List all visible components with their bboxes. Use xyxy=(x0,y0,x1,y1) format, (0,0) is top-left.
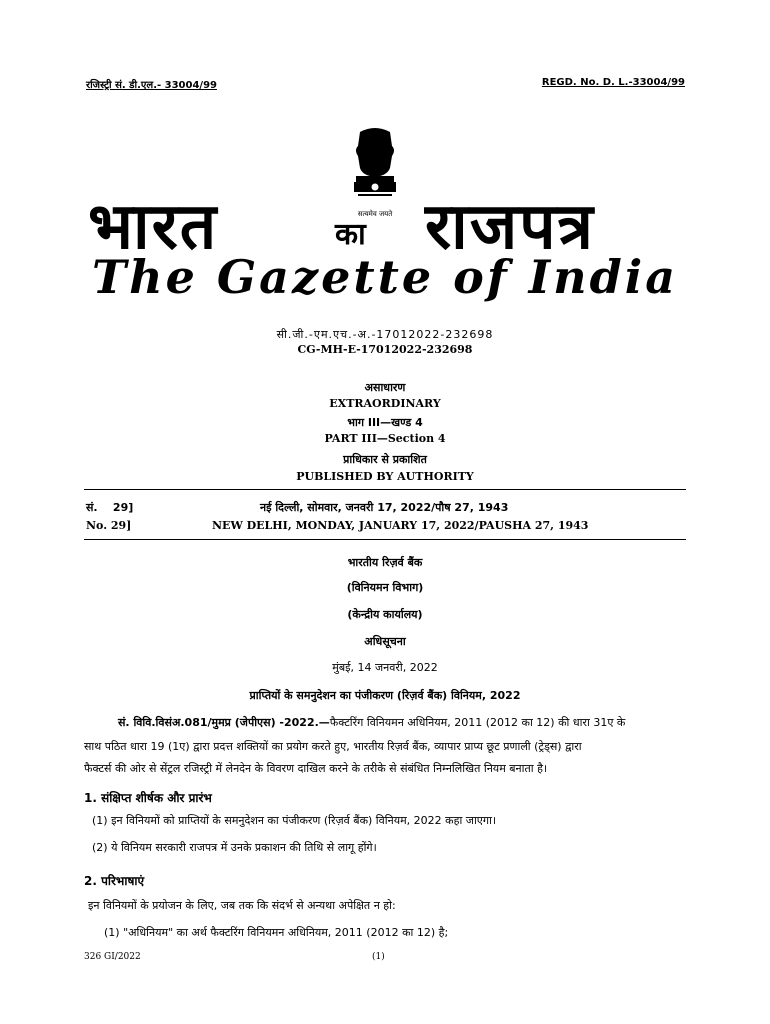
extraordinary-hindi: असाधारण xyxy=(364,381,406,394)
issue-date-english: NEW DELHI, MONDAY, JANUARY 17, 2022/PAUSHA 27, 1943 xyxy=(212,519,589,532)
regulation-title: प्राप्तियों के समनुदेशन का पंजीकरण (रिज़र्व बैंक) विनियम, 2022 xyxy=(249,689,521,702)
masthead-english: The Gazette of India xyxy=(91,250,679,304)
masthead-hindi-ka: का xyxy=(335,217,366,252)
section-1-item-1: (1) इन विनियमों को प्राप्तियों के समनुदेशन का पंजीकरण (रिज़र्व बैंक) विनियम, 2022 कहा जाएगा। xyxy=(92,814,497,827)
issue-date-hindi: नई दिल्ली, सोमवार, जनवरी 17, 2022/पौष 27, 1943 xyxy=(260,501,509,514)
gazette-code-english: CG-MH-E-17012022-232698 xyxy=(297,343,473,356)
paragraph-1-line-3: फैक्टर्स की ओर से सेंट्रल रजिस्ट्री में लेनदेन के विवरण दाखिल करने के तरीके से संबंधित निम्नलिखित नियम बनाता है। xyxy=(84,762,548,775)
part-section-english: PART III—Section 4 xyxy=(324,432,446,445)
section-2-item-1: (1) "अधिनियम" का अर्थ फैक्टरिंग विनियमन अधिनियम, 2011 (2012 का 12) है; xyxy=(104,926,449,939)
office-name: (केन्द्रीय कार्यालय) xyxy=(347,608,423,621)
section-1-heading: 1. संक्षिप्त शीर्षक और प्रारंभ xyxy=(84,791,212,805)
page-number: (1) xyxy=(372,952,385,962)
paragraph-1-line-1 xyxy=(118,713,688,733)
national-emblem-icon xyxy=(340,124,410,216)
divider-bottom xyxy=(84,539,686,540)
notification-heading: अधिसूचना xyxy=(364,635,406,648)
section-2-intro: इन विनियमों के प्रयोजन के लिए, जब तक कि संदर्भ से अन्यथा अपेक्षित न हो: xyxy=(88,899,396,912)
organization-name: भारतीय रिज़र्व बैंक xyxy=(347,556,423,569)
extraordinary-english: EXTRAORDINARY xyxy=(329,397,441,410)
footer-code: 326 GI/2022 xyxy=(84,952,141,962)
issue-number-english: No. 29] xyxy=(86,519,132,532)
issue-number-hindi: सं. 29] xyxy=(86,501,134,514)
notification-number: सं. विवि.विसंअ.081/मुमप्र (जेपीएस) -2022.— xyxy=(118,716,330,729)
registration-number-hindi: रजिस्ट्री सं. डी.एल.- 33004/99 xyxy=(86,80,217,91)
registration-number-english: REGD. No. D. L.-33004/99 xyxy=(541,77,685,88)
part-section-hindi: भाग III—खण्ड 4 xyxy=(347,416,423,429)
paragraph-1-line-2: साथ पठित धारा 19 (1ए) द्वारा प्रदत्त शक्तियों का प्रयोग करते हुए, भारतीय रिज़र्व बैंक, व्यापार प्राप्य छूट प्रणाली (ट्रेड्स) द्वारा xyxy=(84,740,582,753)
divider-top xyxy=(84,489,686,490)
masthead-hindi-rajpatra: राजपत्र xyxy=(425,190,595,264)
gazette-code-hindi: सी.जी.-एम.एच.-अ.-17012022-232698 xyxy=(276,328,494,341)
masthead-hindi-bharat: भारत xyxy=(88,190,219,264)
place-date: मुंबई, 14 जनवरी, 2022 xyxy=(332,661,438,674)
department-name: (विनियमन विभाग) xyxy=(346,581,424,594)
published-by-authority-english: PUBLISHED BY AUTHORITY xyxy=(296,470,474,483)
section-1-item-2: (2) ये विनियम सरकारी राजपत्र में उनके प्रकाशन की तिथि से लागू होंगे। xyxy=(92,841,377,854)
emblem-motto: सत्यमेव जयते xyxy=(357,210,393,218)
published-by-authority-hindi: प्राधिकार से प्रकाशित xyxy=(343,453,427,466)
paragraph-1-text: फैक्टरिंग विनियमन अधिनियम, 2011 (2012 का 12) की धारा 31ए के xyxy=(329,716,626,729)
section-2-heading: 2. परिभाषाएं xyxy=(84,874,145,888)
